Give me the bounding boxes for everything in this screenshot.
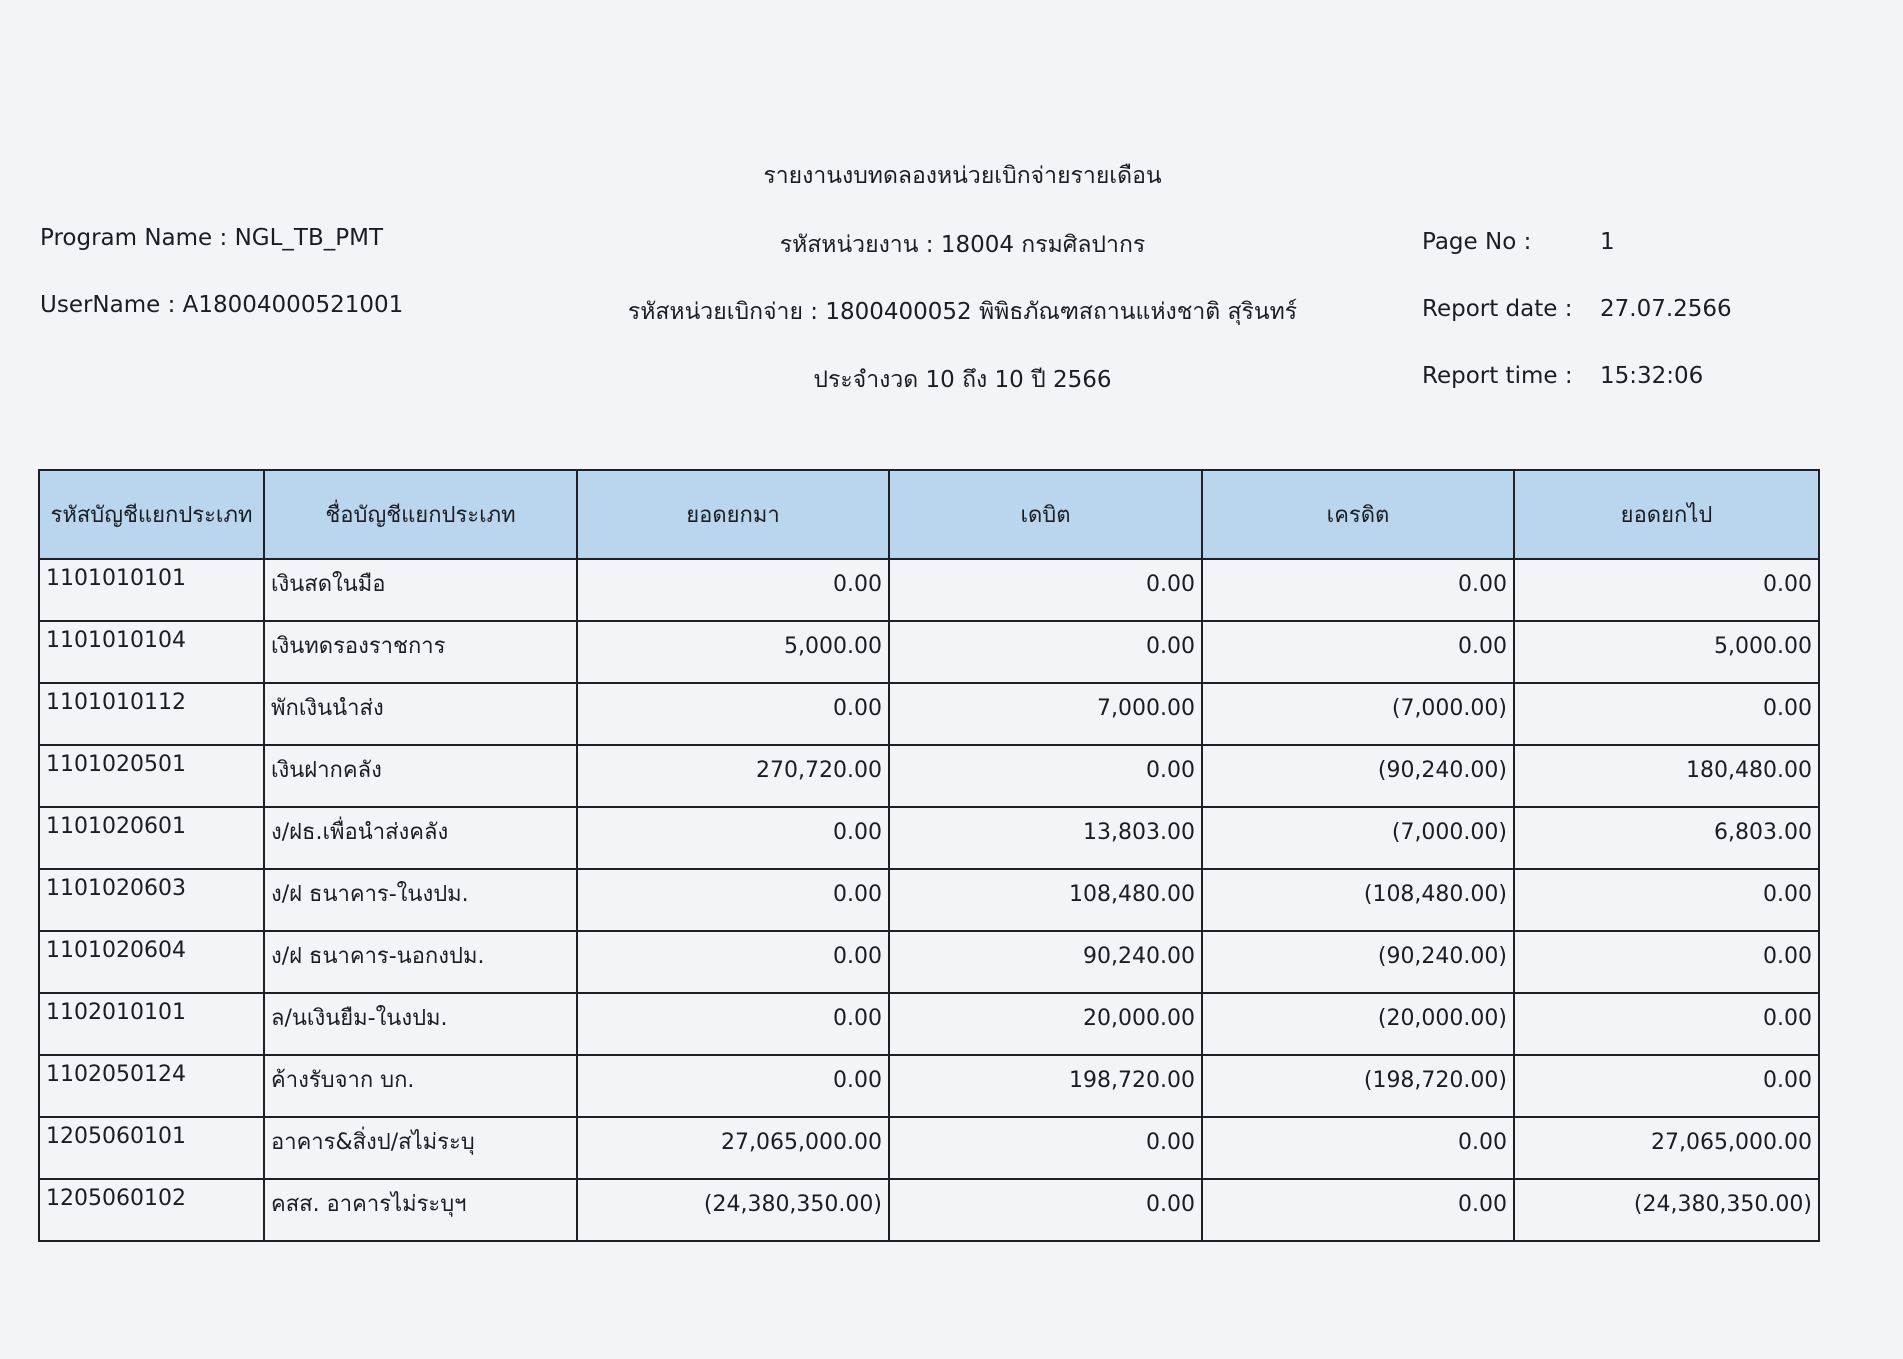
credit-value: 0.00: [1202, 1179, 1514, 1241]
report-date-label: Report date :: [1422, 296, 1573, 322]
debit-value: 198,720.00: [889, 1055, 1202, 1117]
account-code: 1101010104: [39, 621, 264, 683]
table-row: [39, 1117, 1819, 1179]
carried-forward-value: 0.00: [1514, 993, 1819, 1055]
table-row: [39, 621, 1819, 683]
report-title: รายงานงบทดลองหน่วยเบิกจ่ายรายเดือน: [763, 163, 1162, 189]
table-row: [39, 683, 1819, 745]
account-name: ง/ฝธ.เพื่อนำส่งคลัง: [264, 807, 577, 869]
credit-value: (7,000.00): [1202, 683, 1514, 745]
carried-forward-value: 0.00: [1514, 683, 1819, 745]
account-code: 1205060102: [39, 1179, 264, 1241]
credit-value: 0.00: [1202, 559, 1514, 621]
brought-forward-value: 270,720.00: [577, 745, 889, 807]
brought-forward-value: 27,065,000.00: [577, 1117, 889, 1179]
account-code: 1102050124: [39, 1055, 264, 1117]
credit-value: (20,000.00): [1202, 993, 1514, 1055]
carried-forward-value: 0.00: [1514, 1055, 1819, 1117]
credit-value: 0.00: [1202, 1117, 1514, 1179]
table-row: [39, 993, 1819, 1055]
account-name: เงินทดรองราชการ: [264, 621, 577, 683]
debit-value: 90,240.00: [889, 931, 1202, 993]
table-row: [39, 931, 1819, 993]
carried-forward-value: 0.00: [1514, 931, 1819, 993]
table-row: [39, 559, 1819, 621]
table-row: [39, 1055, 1819, 1117]
credit-value: (198,720.00): [1202, 1055, 1514, 1117]
credit-value: (108,480.00): [1202, 869, 1514, 931]
disbursing-unit: รหัสหน่วยเบิกจ่าย : 1800400052 พิพิธภัณฑสถานแห่งชาติ สุรินทร์: [627, 299, 1298, 325]
table-row: [39, 745, 1819, 807]
carried-forward-value: 0.00: [1514, 559, 1819, 621]
account-code: 1101020501: [39, 745, 264, 807]
header-account-name: ชื่อบัญชีแยกประเภท: [264, 470, 577, 559]
agency-code: รหัสหน่วยงาน : 18004 กรมศิลปากร: [779, 232, 1146, 258]
brought-forward-value: 0.00: [577, 807, 889, 869]
brought-forward-value: 0.00: [577, 1055, 889, 1117]
debit-value: 0.00: [889, 1179, 1202, 1241]
user-name: UserName : A18004000521001: [40, 292, 404, 318]
table-row: [39, 807, 1819, 869]
account-code: 1205060101: [39, 1117, 264, 1179]
account-name: ง/ฝ ธนาคาร-นอกงปม.: [264, 931, 577, 993]
credit-value: (90,240.00): [1202, 931, 1514, 993]
account-name: เงินฝากคลัง: [264, 745, 577, 807]
debit-value: 0.00: [889, 1117, 1202, 1179]
account-name: เงินสดในมือ: [264, 559, 577, 621]
account-name: ง/ฝ ธนาคาร-ในงปม.: [264, 869, 577, 931]
trial-balance-table: [38, 469, 1820, 1242]
account-name: พักเงินนำส่ง: [264, 683, 577, 745]
header-account-code: รหัสบัญชีแยกประเภท: [39, 470, 264, 559]
brought-forward-value: (24,380,350.00): [577, 1179, 889, 1241]
carried-forward-value: (24,380,350.00): [1514, 1179, 1819, 1241]
brought-forward-value: 0.00: [577, 931, 889, 993]
account-code: 1101020601: [39, 807, 264, 869]
debit-value: 0.00: [889, 559, 1202, 621]
page-no-label: Page No :: [1422, 229, 1532, 255]
report-time-label: Report time :: [1422, 363, 1573, 389]
account-code: 1101020603: [39, 869, 264, 931]
credit-value: (7,000.00): [1202, 807, 1514, 869]
brought-forward-value: 0.00: [577, 993, 889, 1055]
brought-forward-value: 0.00: [577, 683, 889, 745]
header-carried-forward: ยอดยกไป: [1514, 470, 1819, 559]
debit-value: 108,480.00: [889, 869, 1202, 931]
debit-value: 20,000.00: [889, 993, 1202, 1055]
credit-value: (90,240.00): [1202, 745, 1514, 807]
account-code: 1101010101: [39, 559, 264, 621]
debit-value: 7,000.00: [889, 683, 1202, 745]
carried-forward-value: 0.00: [1514, 869, 1819, 931]
carried-forward-value: 6,803.00: [1514, 807, 1819, 869]
table-row: [39, 869, 1819, 931]
program-name: Program Name : NGL_TB_PMT: [40, 225, 384, 251]
report-time: 15:32:06: [1600, 363, 1704, 389]
account-code: 1101010112: [39, 683, 264, 745]
account-name: คสส. อาคารไม่ระบุฯ: [264, 1179, 577, 1241]
account-code: 1101020604: [39, 931, 264, 993]
header-debit: เดบิต: [889, 470, 1202, 559]
table-row: [39, 1179, 1819, 1241]
credit-value: 0.00: [1202, 621, 1514, 683]
debit-value: 0.00: [889, 621, 1202, 683]
table-header-row: [39, 470, 1819, 559]
brought-forward-value: 0.00: [577, 869, 889, 931]
header-brought-forward: ยอดยกมา: [577, 470, 889, 559]
debit-value: 0.00: [889, 745, 1202, 807]
header-credit: เครดิต: [1202, 470, 1514, 559]
account-name: ล/นเงินยืม-ในงปม.: [264, 993, 577, 1055]
brought-forward-value: 0.00: [577, 559, 889, 621]
account-name: อาคาร&สิ่งป/สไม่ระบุ: [264, 1117, 577, 1179]
debit-value: 13,803.00: [889, 807, 1202, 869]
carried-forward-value: 180,480.00: [1514, 745, 1819, 807]
report-period: ประจำงวด 10 ถึง 10 ปี 2566: [813, 367, 1112, 393]
brought-forward-value: 5,000.00: [577, 621, 889, 683]
report-date: 27.07.2566: [1600, 296, 1732, 322]
carried-forward-value: 27,065,000.00: [1514, 1117, 1819, 1179]
account-name: ค้างรับจาก บก.: [264, 1055, 577, 1117]
carried-forward-value: 5,000.00: [1514, 621, 1819, 683]
page-no: 1: [1600, 229, 1615, 255]
account-code: 1102010101: [39, 993, 264, 1055]
